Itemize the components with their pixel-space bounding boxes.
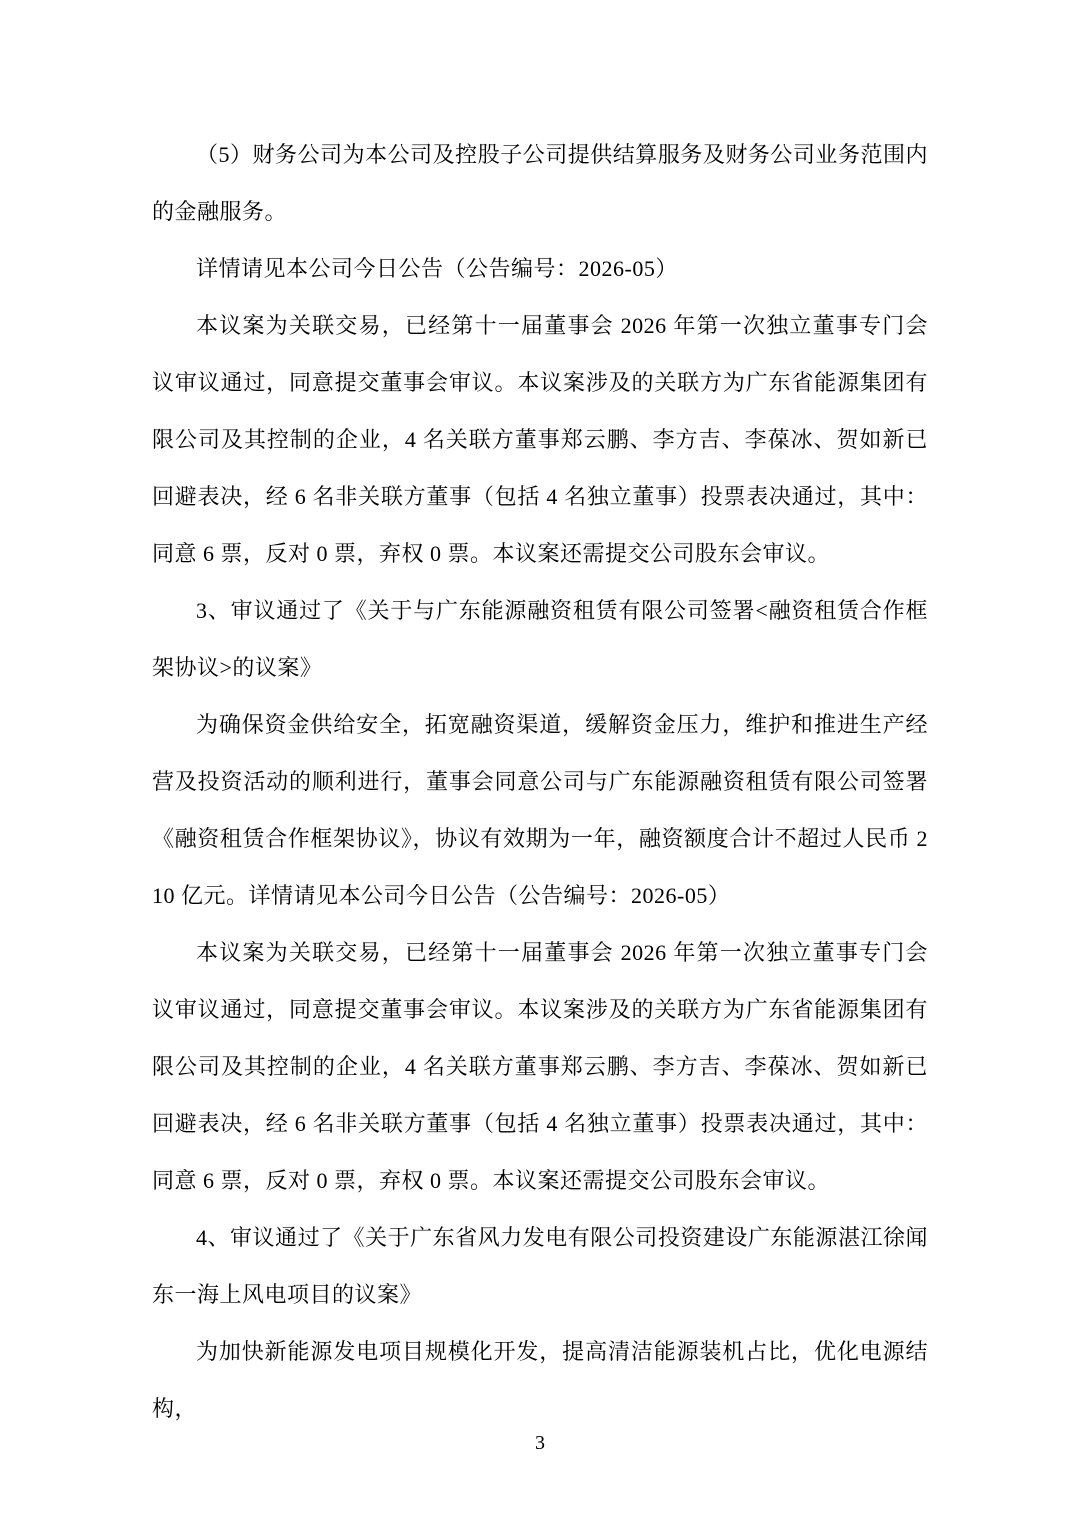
- paragraph-lease-agreement-detail: 为确保资金供给安全，拓宽融资渠道，缓解资金压力，维护和推进生产经营及投资活动的顺利进行，董事会同意公司与广东能源融资租赁有限公司签署《融资租赁合作框架协议》，协议有效期为一年，融资额度合计不超过人民币 210 亿元。详情请见本公司今日公告（公告编号：2026-05）: [152, 712, 928, 908]
- item-3-heading: 3、审议通过了《关于与广东能源融资租赁有限公司签署<融资租赁合作框架协议>的议案》: [152, 598, 928, 680]
- paragraph-item5-finance-services: （5）财务公司为本公司及控股子公司提供结算服务及财务公司业务范围内的金融服务。: [152, 142, 928, 224]
- paragraph-wind-power-intro: 为加快新能源发电项目规模化开发，提高清洁能源装机占比，优化电源结构，: [152, 1339, 928, 1421]
- paragraph-related-transaction-vote-2: 本议案为关联交易，已经第十一届董事会 2026 年第一次独立董事专门会议审议通过，同意提交董事会审议。本议案涉及的关联方为广东省能源集团有限公司及其控制的企业，4 名关联方董事郑云鹏、李方吉、李葆冰、贺如新已回避表决，经 6 名非关联方董事（包括 4 名独立董事）投票表决通过，其中：同意 6 票，反对 0 票，弃权 0 票。本议案还需提交公司股东会审议。: [152, 940, 928, 1193]
- document-body: [152, 126, 928, 1437]
- page-footer: [0, 1431, 1080, 1455]
- page-number: 3: [535, 1432, 545, 1454]
- paragraph-announcement-reference: 详情请见本公司今日公告（公告编号：2026-05）: [196, 256, 678, 281]
- paragraph-related-transaction-vote: 本议案为关联交易，已经第十一届董事会 2026 年第一次独立董事专门会议审议通过，同意提交董事会审议。本议案涉及的关联方为广东省能源集团有限公司及其控制的企业，4 名关联方董事郑云鹏、李方吉、李葆冰、贺如新已回避表决，经 6 名非关联方董事（包括 4 名独立董事）投票表决通过，其中：同意 6 票，反对 0 票，弃权 0 票。本议案还需提交公司股东会审议。: [152, 313, 928, 566]
- item-4-heading: 4、审议通过了《关于广东省风力发电有限公司投资建设广东能源湛江徐闻东一海上风电项目的议案》: [152, 1225, 928, 1307]
